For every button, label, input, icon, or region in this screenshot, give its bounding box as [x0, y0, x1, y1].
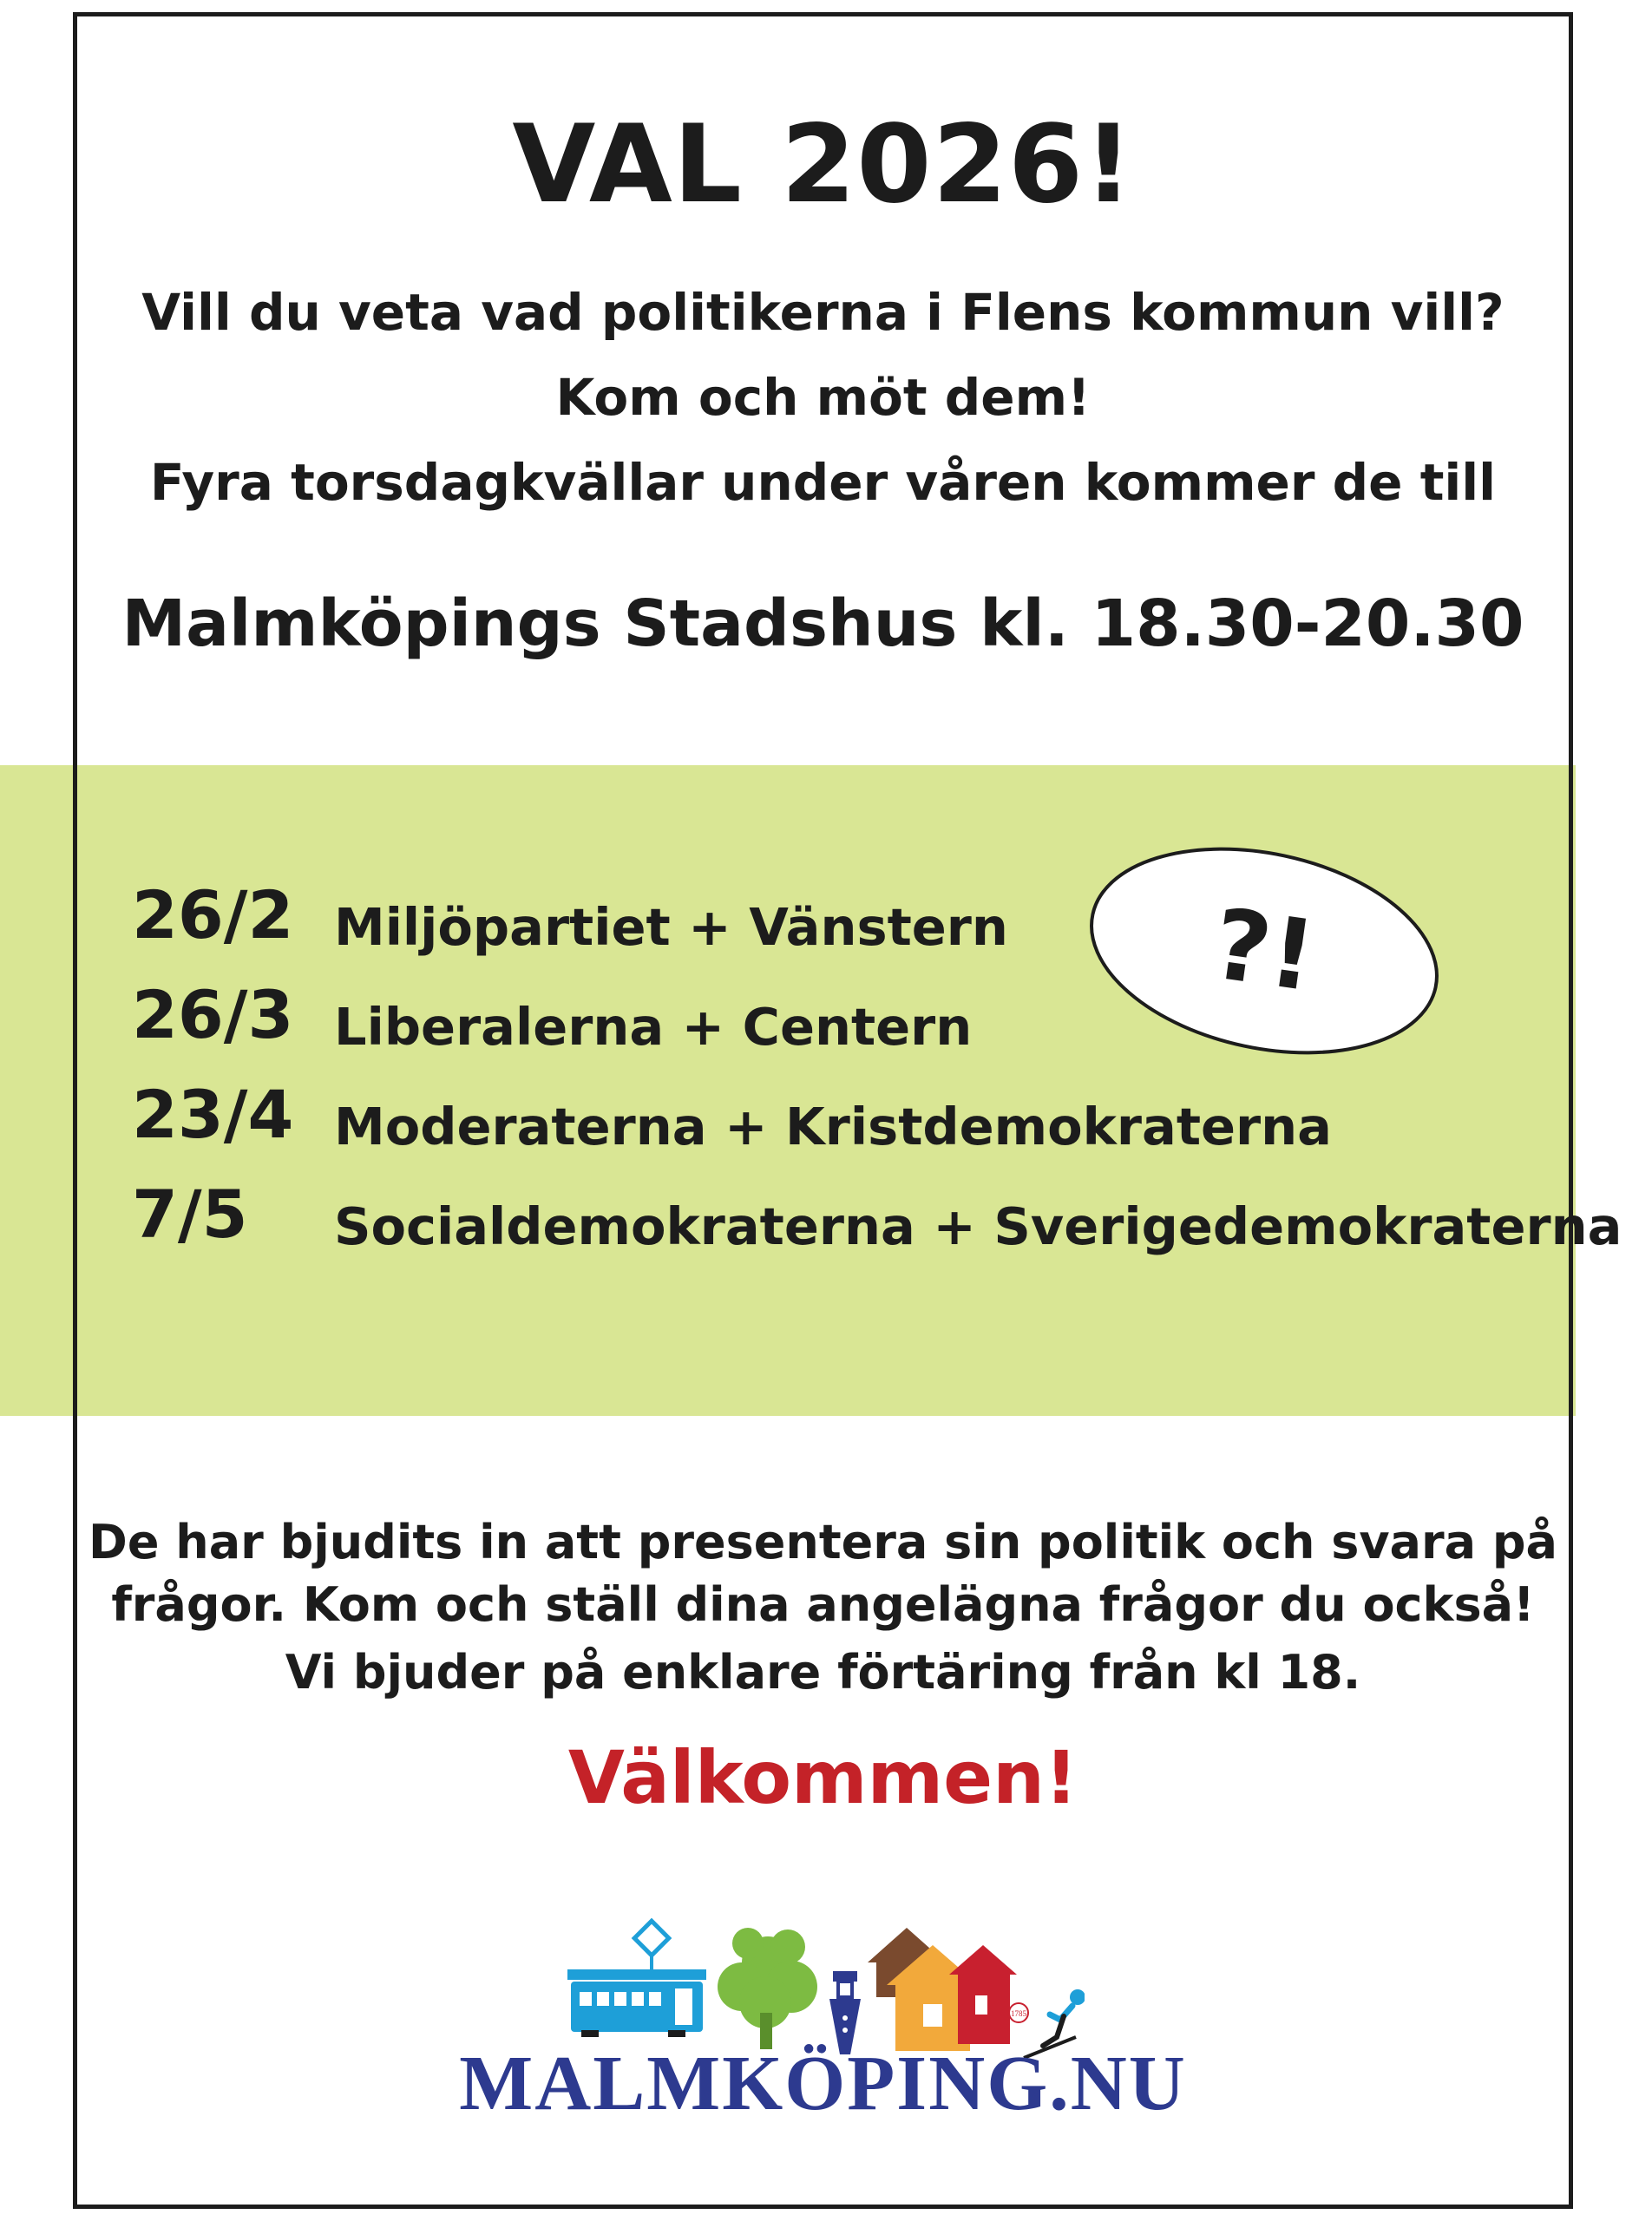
- schedule-parties: Socialdemokraterna + Sverigedemokraterna: [334, 1196, 1622, 1256]
- speech-bubble: [1086, 845, 1442, 1057]
- info-line-2: frågor. Kom och ställ dina angelägna frågor du också!: [111, 1577, 1535, 1632]
- tram-icon: [567, 1921, 706, 2037]
- schedule-parties: Liberalerna + Centern: [334, 997, 973, 1057]
- intro-line-3: Fyra torsdagkvällar under våren kommer de till: [149, 453, 1497, 512]
- schedule-parties: Moderaterna + Kristdemokraterna: [334, 1097, 1332, 1156]
- houses-icon: [868, 1928, 1028, 2051]
- bubble-text: ?!: [1206, 888, 1322, 1014]
- tree-icon: [718, 1928, 817, 2049]
- schedule-parties: Miljöpartiet + Vänstern: [334, 897, 1008, 957]
- poster-title: VAL 2026!: [512, 102, 1134, 227]
- house-year: 1785: [1011, 2009, 1026, 2018]
- logo-text: MALMKÖPING.NU: [459, 2041, 1187, 2126]
- intro-line-1: Vill du veta vad politikerna i Flens kommun vill?: [141, 283, 1504, 342]
- schedule-date: 23/4: [132, 1076, 294, 1153]
- schedule-date: 26/2: [132, 876, 294, 953]
- schedule-date: 26/3: [132, 976, 294, 1053]
- info-line-1: De har bjudits in att presentera sin politik och svara på: [88, 1515, 1557, 1569]
- schedule-date: 7/5: [132, 1176, 248, 1253]
- info-line-3: Vi bjuder på enklare förtäring från kl 18.: [285, 1645, 1361, 1700]
- welcome-text: Välkommen!: [567, 1735, 1078, 1820]
- venue-time: Malmköpings Stadshus kl. 18.30-20.30: [121, 586, 1524, 661]
- intro-line-2: Kom och möt dem!: [555, 368, 1091, 427]
